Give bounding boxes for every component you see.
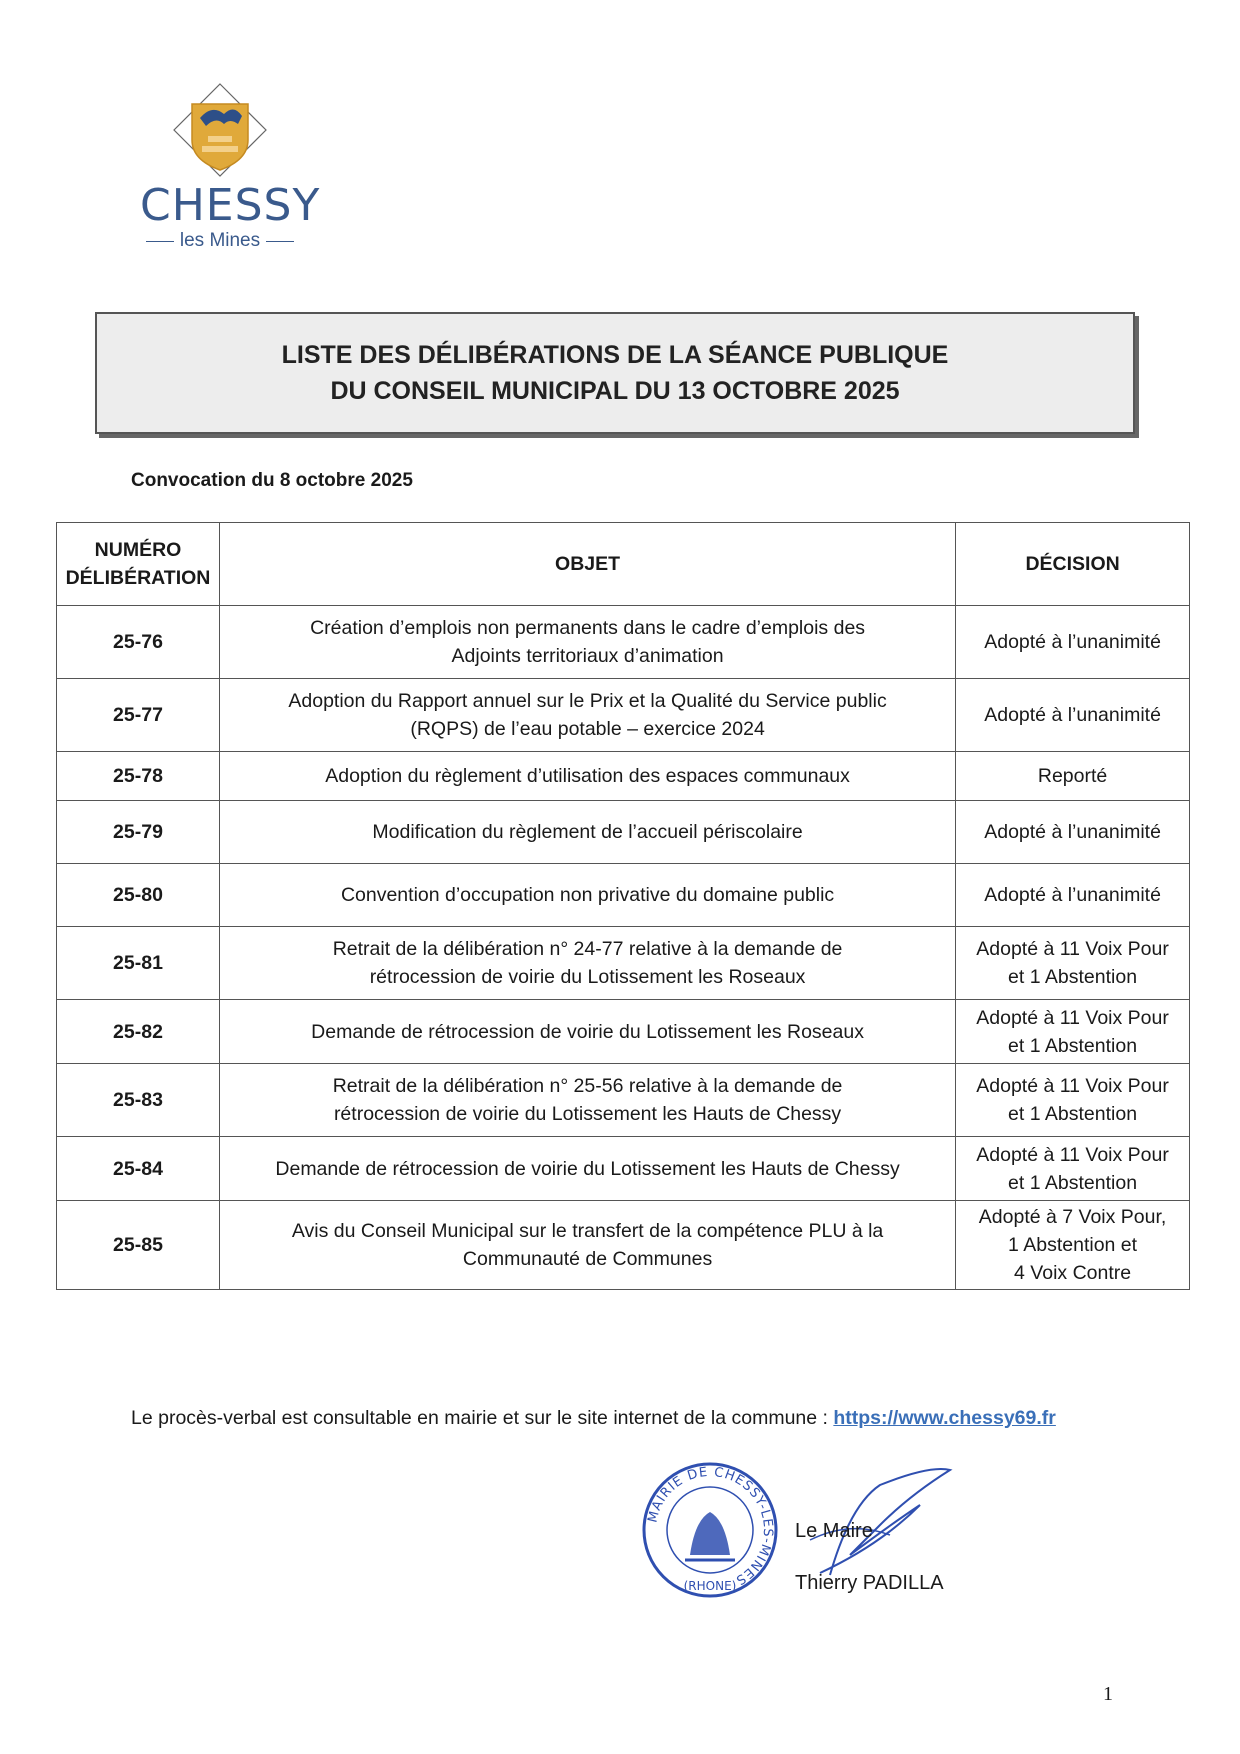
header-numero [57,523,220,606]
object-line: Demande de rétrocession de voirie du Lotissement les Hauts de Chessy [275,1157,900,1180]
header-objet: OBJET [219,523,955,606]
document-title-line1: LISTE DES DÉLIBÉRATIONS DE LA SÉANCE PUBLIQUE [281,341,949,369]
object-line: Avis du Conseil Municipal sur le transfert de la compétence PLU à la [291,1220,884,1242]
object-line: (RQPS) de l’eau potable – exercice 2024 [410,718,765,740]
mayor-role: Le Maire [795,1520,873,1542]
deliberation-object [219,801,955,864]
deliberation-decision [956,801,1190,864]
object-line: rétrocession de voirie du Lotissement les Hauts de Chessy [333,1103,842,1125]
object-line: Communauté de Communes [462,1248,713,1270]
table-row [57,752,1190,801]
table-row [57,1137,1190,1201]
table-row [57,864,1190,927]
decision-line: 4 Voix Contre [1014,1262,1132,1284]
deliberation-decision [956,1064,1190,1137]
deliberation-number: 25-78 [57,752,220,801]
object-line: Retrait de la délibération n° 24-77 relative à la demande de [332,938,843,960]
table-row [57,1000,1190,1064]
stamp-subtext: (RHONE) [683,1579,737,1593]
deliberation-object [219,679,955,752]
object-line: Adoption du règlement d’utilisation des espaces communaux [325,765,850,787]
decision-line: Adopté à 11 Voix Pour [976,1075,1169,1097]
mayor-signature-block [795,1505,944,1609]
table-row [57,679,1190,752]
document-title-box [95,312,1135,434]
header-numero-line1: NUMÉRO [94,539,182,561]
logo-subtitle-text: les Mines [179,230,261,251]
decision-line: Adopté à l’unanimité [984,631,1161,653]
deliberation-object [219,1137,955,1201]
footer-note [131,1407,1056,1430]
mairie-stamp [640,1460,780,1600]
decision-line: 1 Abstention et [1008,1234,1138,1256]
decision-line: Adopté à l’unanimité [984,704,1161,726]
mayor-name: Thierry PADILLA [795,1572,944,1594]
object-line: Convention d’occupation non privative du domaine public [340,884,835,906]
object-line: rétrocession de voirie du Lotissement les Roseaux [369,966,806,988]
deliberation-number: 25-85 [57,1201,220,1290]
deliberation-decision [956,679,1190,752]
deliberation-decision [956,864,1190,927]
chessy-logo [140,82,321,252]
table-row [57,927,1190,1000]
deliberation-object [219,1064,955,1137]
deliberation-decision [956,1000,1190,1064]
decision-line: Adopté à 11 Voix Pour [976,1143,1169,1166]
header-decision: DÉCISION [956,523,1190,606]
stamp-text: MAIRIE DE CHESSY-LES-MINES [645,1464,776,1588]
deliberation-object [219,1000,955,1064]
table-row [57,1064,1190,1137]
decision-line: et 1 Abstention [1008,1034,1138,1057]
deliberation-object [219,927,955,1000]
deliberation-decision [956,752,1190,801]
header-numero-line2: DÉLIBÉRATION [65,567,211,589]
logo-name: CHESSY [140,180,321,231]
deliberation-number: 25-83 [57,1064,220,1137]
logo-subtitle [140,230,300,252]
decision-line: Adopté à 11 Voix Pour [976,1006,1169,1029]
deliberation-decision [956,1137,1190,1201]
table-row [57,606,1190,679]
document-title-line2: DU CONSEIL MUNICIPAL DU 13 OCTOBRE 2025 [330,377,900,405]
decision-line: et 1 Abstention [1008,966,1138,988]
decision-line: Adopté à 7 Voix Pour, [978,1206,1167,1228]
decision-line: et 1 Abstention [1008,1171,1138,1194]
deliberations-table [56,522,1190,1290]
page-number: 1 [1103,1683,1113,1705]
decision-line: Adopté à 11 Voix Pour [976,938,1169,960]
deliberation-number: 25-77 [57,679,220,752]
coat-of-arms-icon [172,82,268,178]
deliberation-number: 25-80 [57,864,220,927]
object-line: Retrait de la délibération n° 25-56 relative à la demande de [332,1075,843,1097]
deliberation-object [219,606,955,679]
table-header-row [57,523,1190,606]
object-line: Adoption du Rapport annuel sur le Prix et la Qualité du Service public [288,690,887,712]
object-line: Adjoints territoriaux d’animation [451,645,724,667]
deliberation-decision [956,606,1190,679]
convocation-date: Convocation du 8 octobre 2025 [131,470,413,491]
object-line: Création d’emplois non permanents dans le cadre d’emplois des [310,617,866,639]
deliberation-number: 25-79 [57,801,220,864]
object-line: Modification du règlement de l’accueil périscolaire [372,821,803,843]
decision-line: Adopté à l’unanimité [984,884,1161,906]
website-link[interactable]: https://www.chessy69.fr [833,1407,1056,1429]
deliberation-number: 25-76 [57,606,220,679]
deliberation-number: 25-84 [57,1137,220,1201]
deliberation-number: 25-82 [57,1000,220,1064]
decision-line: Adopté à l’unanimité [984,821,1161,843]
table-body [57,606,1190,1290]
deliberation-decision [956,1201,1190,1290]
deliberation-decision [956,927,1190,1000]
footer-note-text: Le procès-verbal est consultable en mairie et sur le site internet de la commune : [131,1407,834,1429]
decision-line: et 1 Abstention [1008,1103,1138,1125]
table-row [57,1201,1190,1290]
object-line: Demande de rétrocession de voirie du Lotissement les Roseaux [311,1020,864,1043]
deliberation-object [219,752,955,801]
decision-line: Reporté [1037,765,1108,787]
table-row [57,801,1190,864]
deliberation-object [219,864,955,927]
deliberation-number: 25-81 [57,927,220,1000]
deliberation-object [219,1201,955,1290]
